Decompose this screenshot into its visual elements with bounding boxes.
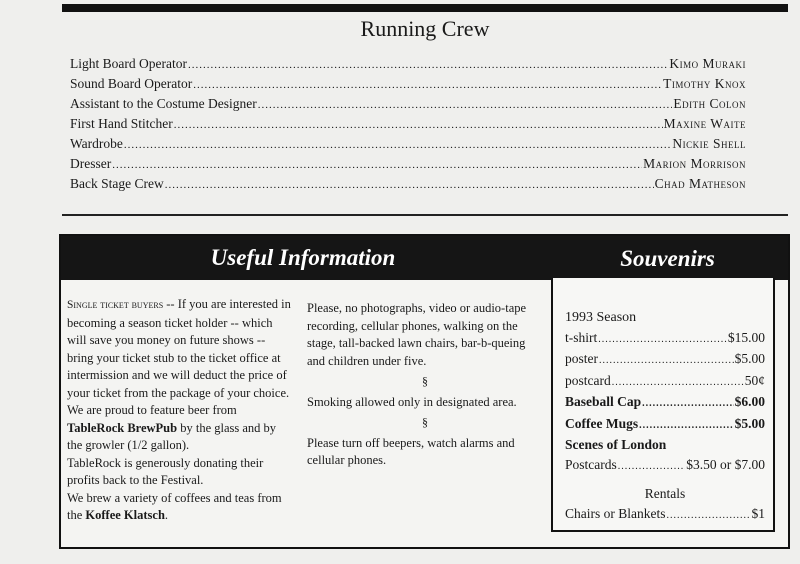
crew-row [70, 56, 746, 76]
crew-name: Kimo Muraki [669, 56, 746, 71]
souvenir-item: postcard [565, 372, 611, 388]
souvenir-row [565, 414, 765, 436]
beepers-paragraph: Please turn off beepers, watch alarms and cellular phones. [307, 435, 515, 467]
souvenir-item: Baseball Cap [565, 394, 642, 409]
leader-dots [642, 394, 733, 414]
crew-role: First Hand Stitcher [70, 116, 173, 131]
rental-row [565, 504, 765, 526]
souvenir-price: 50¢ [744, 372, 765, 388]
leader-dots [112, 159, 642, 171]
souvenir-item: Coffee Mugs [565, 415, 639, 431]
crew-name: Timothy Knox [663, 76, 746, 91]
single-ticket-lead: Single ticket buyers [67, 299, 164, 311]
scenes-item: Postcards [565, 456, 617, 472]
season-ticket-paragraph [67, 296, 292, 402]
souvenirs-list [565, 308, 765, 525]
souvenir-price: $6.00 [734, 394, 765, 409]
section-mark: § [422, 415, 428, 429]
running-crew-title: Running Crew [360, 16, 490, 41]
souvenir-price: $5.00 [734, 415, 765, 431]
souvenirs-heading: Souvenirs [620, 246, 715, 271]
leader-dots [188, 59, 668, 71]
rentals-title: Rentals [644, 486, 686, 501]
beer-paragraph [67, 402, 292, 455]
leader-dots [193, 79, 662, 91]
crew-row [70, 156, 746, 176]
koffee-klatsch-name: Koffee Klatsch [85, 508, 165, 522]
crew-role: Wardrobe [70, 136, 123, 151]
crew-row [70, 176, 746, 196]
header-band [61, 236, 788, 280]
useful-info-heading: Useful Information [210, 245, 396, 270]
smoking-paragraph: Smoking allowed only in designated area. [307, 394, 517, 409]
crew-role: Assistant to the Costume Designer [70, 96, 257, 111]
beer-text-end: by the glass and by the growler (1/2 gallon). [67, 420, 277, 452]
crew-role: Dresser [70, 156, 112, 171]
souvenir-price: $15.00 [727, 329, 765, 345]
crew-name: Maxine Waite [663, 116, 746, 131]
souvenirs-panel [551, 278, 775, 532]
crew-role: Sound Board Operator [70, 76, 193, 91]
no-photos-paragraph: Please, no photographs, video or audio-tape recording, cellular phones, walking on the stage, tall-backed lawn chairs, bar-b-queing and children under five. [307, 301, 527, 368]
section-divider [62, 214, 788, 216]
leader-dots [612, 373, 744, 393]
crew-row [70, 76, 746, 96]
souvenir-item: poster [565, 351, 598, 366]
leader-dots [599, 351, 734, 371]
leader-dots [598, 330, 727, 350]
info-box [59, 234, 790, 549]
souvenir-price: $5.00 [734, 351, 765, 366]
info-column-1 [67, 296, 292, 525]
leader-dots [165, 179, 654, 191]
crew-role: Light Board Operator [70, 56, 187, 71]
crew-name: Chad Matheson [654, 176, 746, 191]
crew-name: Edith Colon [673, 96, 746, 111]
crew-row [70, 96, 746, 116]
leader-dots [639, 416, 734, 436]
donation-paragraph: TableRock is generously donating their profits back to the Festival. [67, 455, 264, 487]
coffee-paragraph [67, 490, 292, 525]
souvenir-row [565, 349, 765, 371]
running-crew-list [70, 56, 746, 196]
souvenir-item: t-shirt [565, 329, 598, 345]
souvenir-row [565, 392, 765, 414]
top-rule [62, 4, 788, 12]
beer-text: We are proud to feature beer from [67, 403, 237, 417]
crew-row [70, 116, 746, 136]
leader-dots [124, 139, 671, 151]
souvenir-row [565, 328, 765, 350]
season-ticket-text: -- If you are interested in becoming a season ticket holder -- which will save you money on future shows -- bring your ticket stub to the ticket office at intermission and we will deduct the price of your ticket from the package of your choice. [67, 297, 291, 400]
crew-name: Nickie Shell [672, 136, 746, 151]
leader-dots [618, 457, 686, 477]
leader-dots [174, 119, 663, 131]
crew-name: Marion Morrison [643, 156, 746, 171]
scenes-price: $3.50 or $7.00 [686, 456, 765, 472]
info-column-2 [307, 300, 543, 470]
rental-price: $1 [751, 505, 765, 521]
coffee-text-end: . [164, 508, 169, 522]
section-mark: § [422, 374, 428, 388]
scenes-title: Scenes of London [565, 437, 667, 452]
season-title: 1993 Season [565, 310, 637, 325]
crew-row [70, 136, 746, 156]
leader-dots [667, 506, 751, 526]
brewpub-name: TableRock BrewPub [67, 420, 178, 435]
souvenir-row [565, 371, 765, 393]
crew-role: Back Stage Crew [70, 176, 164, 191]
coffee-text: We brew a variety of coffees and teas from the [67, 490, 282, 522]
scenes-row [565, 455, 765, 477]
rental-item: Chairs or Blankets [565, 505, 666, 521]
leader-dots [258, 99, 673, 111]
